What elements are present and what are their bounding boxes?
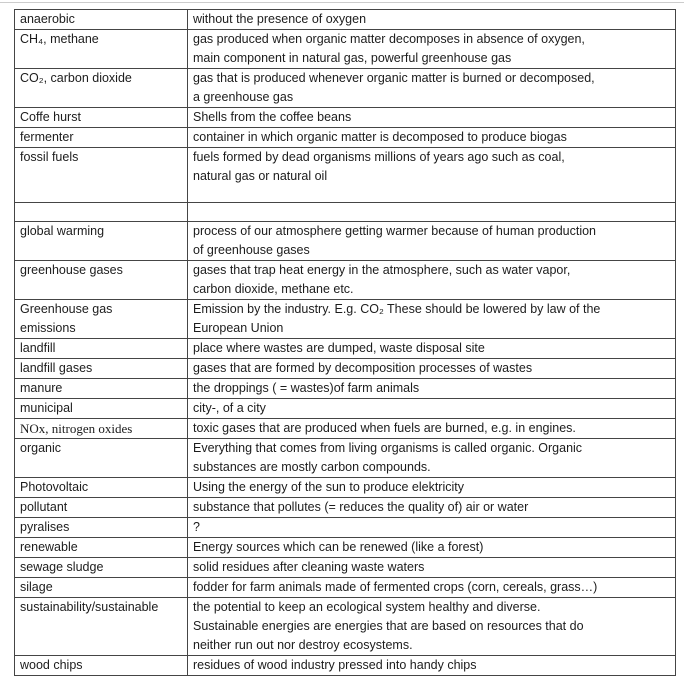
definition-cell: ? <box>188 518 676 538</box>
definition-cell: toxic gases that are produced when fuels are burned, e.g. in engines. <box>188 419 676 439</box>
definition-cell: solid residues after cleaning waste waters <box>188 558 676 578</box>
table-row <box>15 498 676 518</box>
term-cell: Coffe hurst <box>15 108 188 128</box>
table-row <box>15 598 676 656</box>
definition-cell: gases that trap heat energy in the atmosphere, such as water vapor, carbon dioxide, methane etc. <box>188 261 676 300</box>
table-row <box>15 128 676 148</box>
term-cell: Photovoltaic <box>15 478 188 498</box>
term-cell: CH₄, methane <box>15 30 188 69</box>
definition-cell: gas produced when organic matter decomposes in absence of oxygen, main component in natural gas, powerful greenhouse gas <box>188 30 676 69</box>
definition-cell: place where wastes are dumped, waste disposal site <box>188 339 676 359</box>
term-cell: sewage sludge <box>15 558 188 578</box>
term-cell: global warming <box>15 222 188 261</box>
term-cell: greenhouse gases <box>15 261 188 300</box>
definition-cell: fuels formed by dead organisms millions of years ago such as coal, natural gas or natural oil <box>188 148 676 203</box>
term-cell: municipal <box>15 399 188 419</box>
term-cell: renewable <box>15 538 188 558</box>
table-row <box>15 222 676 261</box>
table-row <box>15 578 676 598</box>
table-row-empty <box>15 203 676 222</box>
term-cell <box>15 203 188 222</box>
term-cell: landfill gases <box>15 359 188 379</box>
term-cell: pyralises <box>15 518 188 538</box>
table-row <box>15 656 676 676</box>
definition-cell: residues of wood industry pressed into handy chips <box>188 656 676 676</box>
table-row <box>15 518 676 538</box>
table-row <box>15 148 676 203</box>
term-cell: fermenter <box>15 128 188 148</box>
table-row <box>15 399 676 419</box>
term-cell: CO₂, carbon dioxide <box>15 69 188 108</box>
table-row <box>15 30 676 69</box>
term-cell: wood chips <box>15 656 188 676</box>
definition-cell: Shells from the coffee beans <box>188 108 676 128</box>
term-cell: landfill <box>15 339 188 359</box>
definition-cell: Energy sources which can be renewed (like a forest) <box>188 538 676 558</box>
table-row <box>15 419 676 439</box>
table-row <box>15 339 676 359</box>
term-cell: NOx, nitrogen oxides <box>15 419 188 439</box>
term-cell: anaerobic <box>15 10 188 30</box>
definition-cell: process of our atmosphere getting warmer because of human production of greenhouse gases <box>188 222 676 261</box>
table-row <box>15 558 676 578</box>
term-cell: manure <box>15 379 188 399</box>
term-cell: Greenhouse gas emissions <box>15 300 188 339</box>
definition-cell: the droppings ( = wastes)of farm animals <box>188 379 676 399</box>
definition-cell: substance that pollutes (= reduces the quality of) air or water <box>188 498 676 518</box>
table-row <box>15 69 676 108</box>
scan-artifact-line <box>0 2 684 3</box>
table-row <box>15 300 676 339</box>
term-cell: pollutant <box>15 498 188 518</box>
definition-cell: container in which organic matter is decomposed to produce biogas <box>188 128 676 148</box>
definition-cell: Everything that comes from living organisms is called organic. Organic substances are mostly carbon compounds. <box>188 439 676 478</box>
table-row <box>15 261 676 300</box>
term-cell: fossil fuels <box>15 148 188 203</box>
definition-cell: city-, of a city <box>188 399 676 419</box>
definition-cell: gas that is produced whenever organic matter is burned or decomposed, a greenhouse gas <box>188 69 676 108</box>
term-cell: sustainability/sustainable <box>15 598 188 656</box>
definition-cell: Using the energy of the sun to produce elektricity <box>188 478 676 498</box>
table-row <box>15 379 676 399</box>
table-row <box>15 10 676 30</box>
glossary-table <box>14 9 676 676</box>
definition-cell: Emission by the industry. E.g. CO₂ These should be lowered by law of the European Union <box>188 300 676 339</box>
table-row <box>15 108 676 128</box>
definition-cell: gases that are formed by decomposition processes of wastes <box>188 359 676 379</box>
table-row <box>15 359 676 379</box>
term-cell: organic <box>15 439 188 478</box>
table-row <box>15 538 676 558</box>
term-cell: silage <box>15 578 188 598</box>
table-row <box>15 478 676 498</box>
definition-cell: the potential to keep an ecological system healthy and diverse. Sustainable energies are energies that are based on resources that do neither run out nor destroy ecosystems. <box>188 598 676 656</box>
table-row <box>15 439 676 478</box>
definition-cell <box>188 203 676 222</box>
definition-cell: without the presence of oxygen <box>188 10 676 30</box>
definition-cell: fodder for farm animals made of fermented crops (corn, cereals, grass…) <box>188 578 676 598</box>
